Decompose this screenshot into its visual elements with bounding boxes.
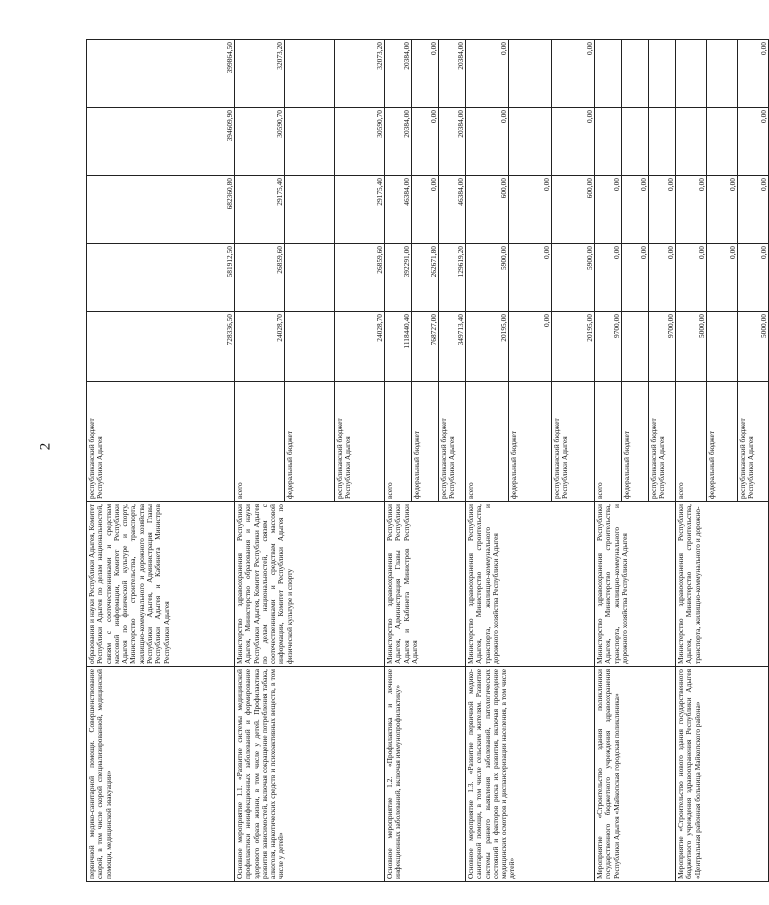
table-row [87, 40, 235, 882]
funding-source: всего [595, 382, 622, 502]
amount-cell: 0,00 [595, 244, 622, 312]
amount-cell: 5900,00 [552, 244, 595, 312]
amount-cell: 26859,60 [235, 244, 285, 312]
amount-cell: 0,00 [676, 244, 707, 312]
executor-cell: Министерство здравоохранения Республики Адыгея, Министерство образования и науки Республики Адыгея, Комитет Республики Адыгея по делам национальностей, связям с соотечественниками и средствам массовой информации, Комитет Республики Адыгея по физической культуре и спорту [235, 502, 385, 667]
amount-cell [676, 108, 707, 176]
amount-cell: 0,00 [622, 176, 649, 244]
funding-source: республиканский бюджет Республики Адыгея [552, 382, 595, 502]
funding-source: всего [235, 382, 285, 502]
amount-cell: 0,00 [622, 244, 649, 312]
funding-source: всего [676, 382, 707, 502]
amount-cell [676, 40, 707, 108]
activity-description: Основное мероприятие 1.1. «Развитие системы медицинской профилактики неинфекционных заболеваний и формирование здорового образа жизни, в том числе у детей. Профилактика развития зависимостей, включая сокращение потребления табака, алкоголя, наркотических средств и психоактивных веществ, в том числе у детей» [235, 667, 385, 882]
amount-cell: 29175,40 [235, 176, 285, 244]
activity-description: Основное мероприятие 1.3. «Развитие первичной медико-санитарной помощи, в том числе сельским жителям. Развитие системы раннего выявления заболеваний, патологических состояний и факторов риска их развития, включая проведение медицинских осмотров и диспансеризации населения, в том числе детей» [466, 667, 595, 882]
amount-cell: 0,00 [509, 312, 552, 382]
amount-cell: 46384,00 [385, 176, 412, 244]
amount-cell: 392291,00 [385, 244, 412, 312]
amount-cell [649, 40, 676, 108]
amount-cell: 682360,80 [87, 176, 235, 244]
amount-cell: 0,00 [466, 40, 509, 108]
amount-cell: 0,00 [595, 176, 622, 244]
amount-cell [622, 312, 649, 382]
amount-cell: 728336,50 [87, 312, 235, 382]
amount-cell: 0,00 [412, 40, 439, 108]
funding-source: республиканский бюджет Республики Адыгея [439, 382, 466, 502]
table-row [385, 40, 412, 882]
amount-cell: 768727,00 [412, 312, 439, 382]
budget-table-wrapper [86, 40, 768, 882]
amount-cell: 0,00 [738, 176, 769, 244]
amount-cell: 24028,70 [235, 312, 285, 382]
amount-cell: 0,00 [676, 176, 707, 244]
amount-cell [285, 108, 335, 176]
funding-source: федеральный бюджет [412, 382, 439, 502]
executor-cell: Министерство здравоохранения Республики Адыгея, Администрация Главы Республики Адыгея и Кабинета Министров Республики Адыгея [385, 502, 466, 667]
amount-cell: 0,00 [649, 176, 676, 244]
table-row [595, 40, 622, 882]
amount-cell: 20384,00 [385, 108, 412, 176]
amount-cell: 20384,00 [439, 108, 466, 176]
executor-cell: Министерство здравоохранения Республики Адыгея, Министерство строительства, транспорта, жилищно-коммунального и дорожного хозяйства Республики Адыгея [595, 502, 676, 667]
amount-cell: 32073,20 [235, 40, 285, 108]
activity-description: Основное мероприятие 1.2. «Профилактика и лечение инфекционных заболеваний, включая иммунопрофилактику» [385, 667, 466, 882]
table-row [676, 40, 707, 882]
amount-cell: 30590,70 [335, 108, 385, 176]
amount-cell [707, 40, 738, 108]
amount-cell [509, 108, 552, 176]
amount-cell [707, 312, 738, 382]
amount-cell: 46384,00 [439, 176, 466, 244]
activity-description: Мероприятие «Строительство нового здания государственного бюджетного учреждения здравоохранения Республики Адыгея «Центральная районная больница Майкопского района» [676, 667, 769, 882]
amount-cell: 32073,20 [335, 40, 385, 108]
amount-cell [285, 176, 335, 244]
amount-cell: 20384,00 [439, 40, 466, 108]
amount-cell: 0,00 [738, 108, 769, 176]
amount-cell: 0,00 [552, 40, 595, 108]
amount-cell: 0,00 [412, 176, 439, 244]
amount-cell: 0,00 [738, 40, 769, 108]
amount-cell: 5000,00 [738, 312, 769, 382]
amount-cell: 20384,00 [385, 40, 412, 108]
amount-cell: 5000,00 [676, 312, 707, 382]
funding-source: республиканский бюджет Республики Адыгея [87, 382, 235, 502]
amount-cell: 29175,40 [335, 176, 385, 244]
amount-cell: 0,00 [509, 244, 552, 312]
funding-source: всего [466, 382, 509, 502]
amount-cell: 349713,40 [439, 312, 466, 382]
amount-cell: 24028,70 [335, 312, 385, 382]
amount-cell: 0,00 [738, 244, 769, 312]
amount-cell: 0,00 [649, 244, 676, 312]
amount-cell: 20195,00 [466, 312, 509, 382]
amount-cell [509, 40, 552, 108]
amount-cell: 581912,50 [87, 244, 235, 312]
table-row [235, 40, 285, 882]
funding-source: республиканский бюджет Республики Адыгея [335, 382, 385, 502]
activity-description: первичной медико-санитарной помощи. Совершенствование скорой, в том числе скорой специализированной, медицинской помощи, медицинской эвакуации» [87, 667, 235, 882]
executor-cell: Министерство здравоохранения Республики Адыгея, Министерство строительства, транспорта, жилищно-коммунального и дорожно- [676, 502, 769, 667]
executor-cell: Министерство здравоохранения Республики Адыгея, Министерство строительства, транспорта, жилищно-коммунального и дорожного хозяйства Республики Адыгея [466, 502, 595, 667]
amount-cell: 600,00 [466, 176, 509, 244]
activity-description: Мероприятие «Строительство здания поликлиники государственного бюджетного учреждения здравоохранения Республики Адыгея «Майкопская городская поликлиника» [595, 667, 676, 882]
amount-cell: 600,00 [552, 176, 595, 244]
funding-source: республиканский бюджет Республики Адыгея [738, 382, 769, 502]
amount-cell [285, 40, 335, 108]
amount-cell: 0,00 [412, 108, 439, 176]
amount-cell: 129619,20 [439, 244, 466, 312]
budget-table [86, 39, 769, 882]
amount-cell [595, 108, 622, 176]
table-body [87, 40, 769, 882]
amount-cell [649, 108, 676, 176]
amount-cell [285, 244, 335, 312]
amount-cell [285, 312, 335, 382]
amount-cell: 1118440,40 [385, 312, 412, 382]
table-row [466, 40, 509, 882]
amount-cell: 0,00 [707, 244, 738, 312]
executor-cell: образования и науки Республики Адыгея, Комитет Республики Адыгея по делам национальностей, связям с соотечественниками и средствам массовой информации, Комитет Республики Адыгея по физической культуре и спорту, Министерство строительства, транспорта, жилищно-коммунального и дорожного хозяйства Республики Адыгея, Администрация Главы Республики Адыгея и Кабинета Министров Республики Адыгея [87, 502, 235, 667]
amount-cell [595, 40, 622, 108]
amount-cell [707, 108, 738, 176]
amount-cell: 399864,50 [87, 40, 235, 108]
amount-cell: 20195,00 [552, 312, 595, 382]
funding-source: федеральный бюджет [509, 382, 552, 502]
amount-cell: 0,00 [707, 176, 738, 244]
funding-source: федеральный бюджет [707, 382, 738, 502]
amount-cell: 9700,00 [595, 312, 622, 382]
amount-cell [622, 108, 649, 176]
amount-cell: 9700,00 [649, 312, 676, 382]
page-number: 2 [37, 442, 54, 451]
funding-source: федеральный бюджет [285, 382, 335, 502]
funding-source: федеральный бюджет [622, 382, 649, 502]
amount-cell: 0,00 [466, 108, 509, 176]
amount-cell: 30590,70 [235, 108, 285, 176]
amount-cell: 5900,00 [466, 244, 509, 312]
amount-cell: 394609,90 [87, 108, 235, 176]
funding-source: республиканский бюджет Республики Адыгея [649, 382, 676, 502]
amount-cell: 0,00 [552, 108, 595, 176]
amount-cell [622, 40, 649, 108]
funding-source: всего [385, 382, 412, 502]
amount-cell: 0,00 [509, 176, 552, 244]
amount-cell: 26859,60 [335, 244, 385, 312]
amount-cell: 262671,80 [412, 244, 439, 312]
